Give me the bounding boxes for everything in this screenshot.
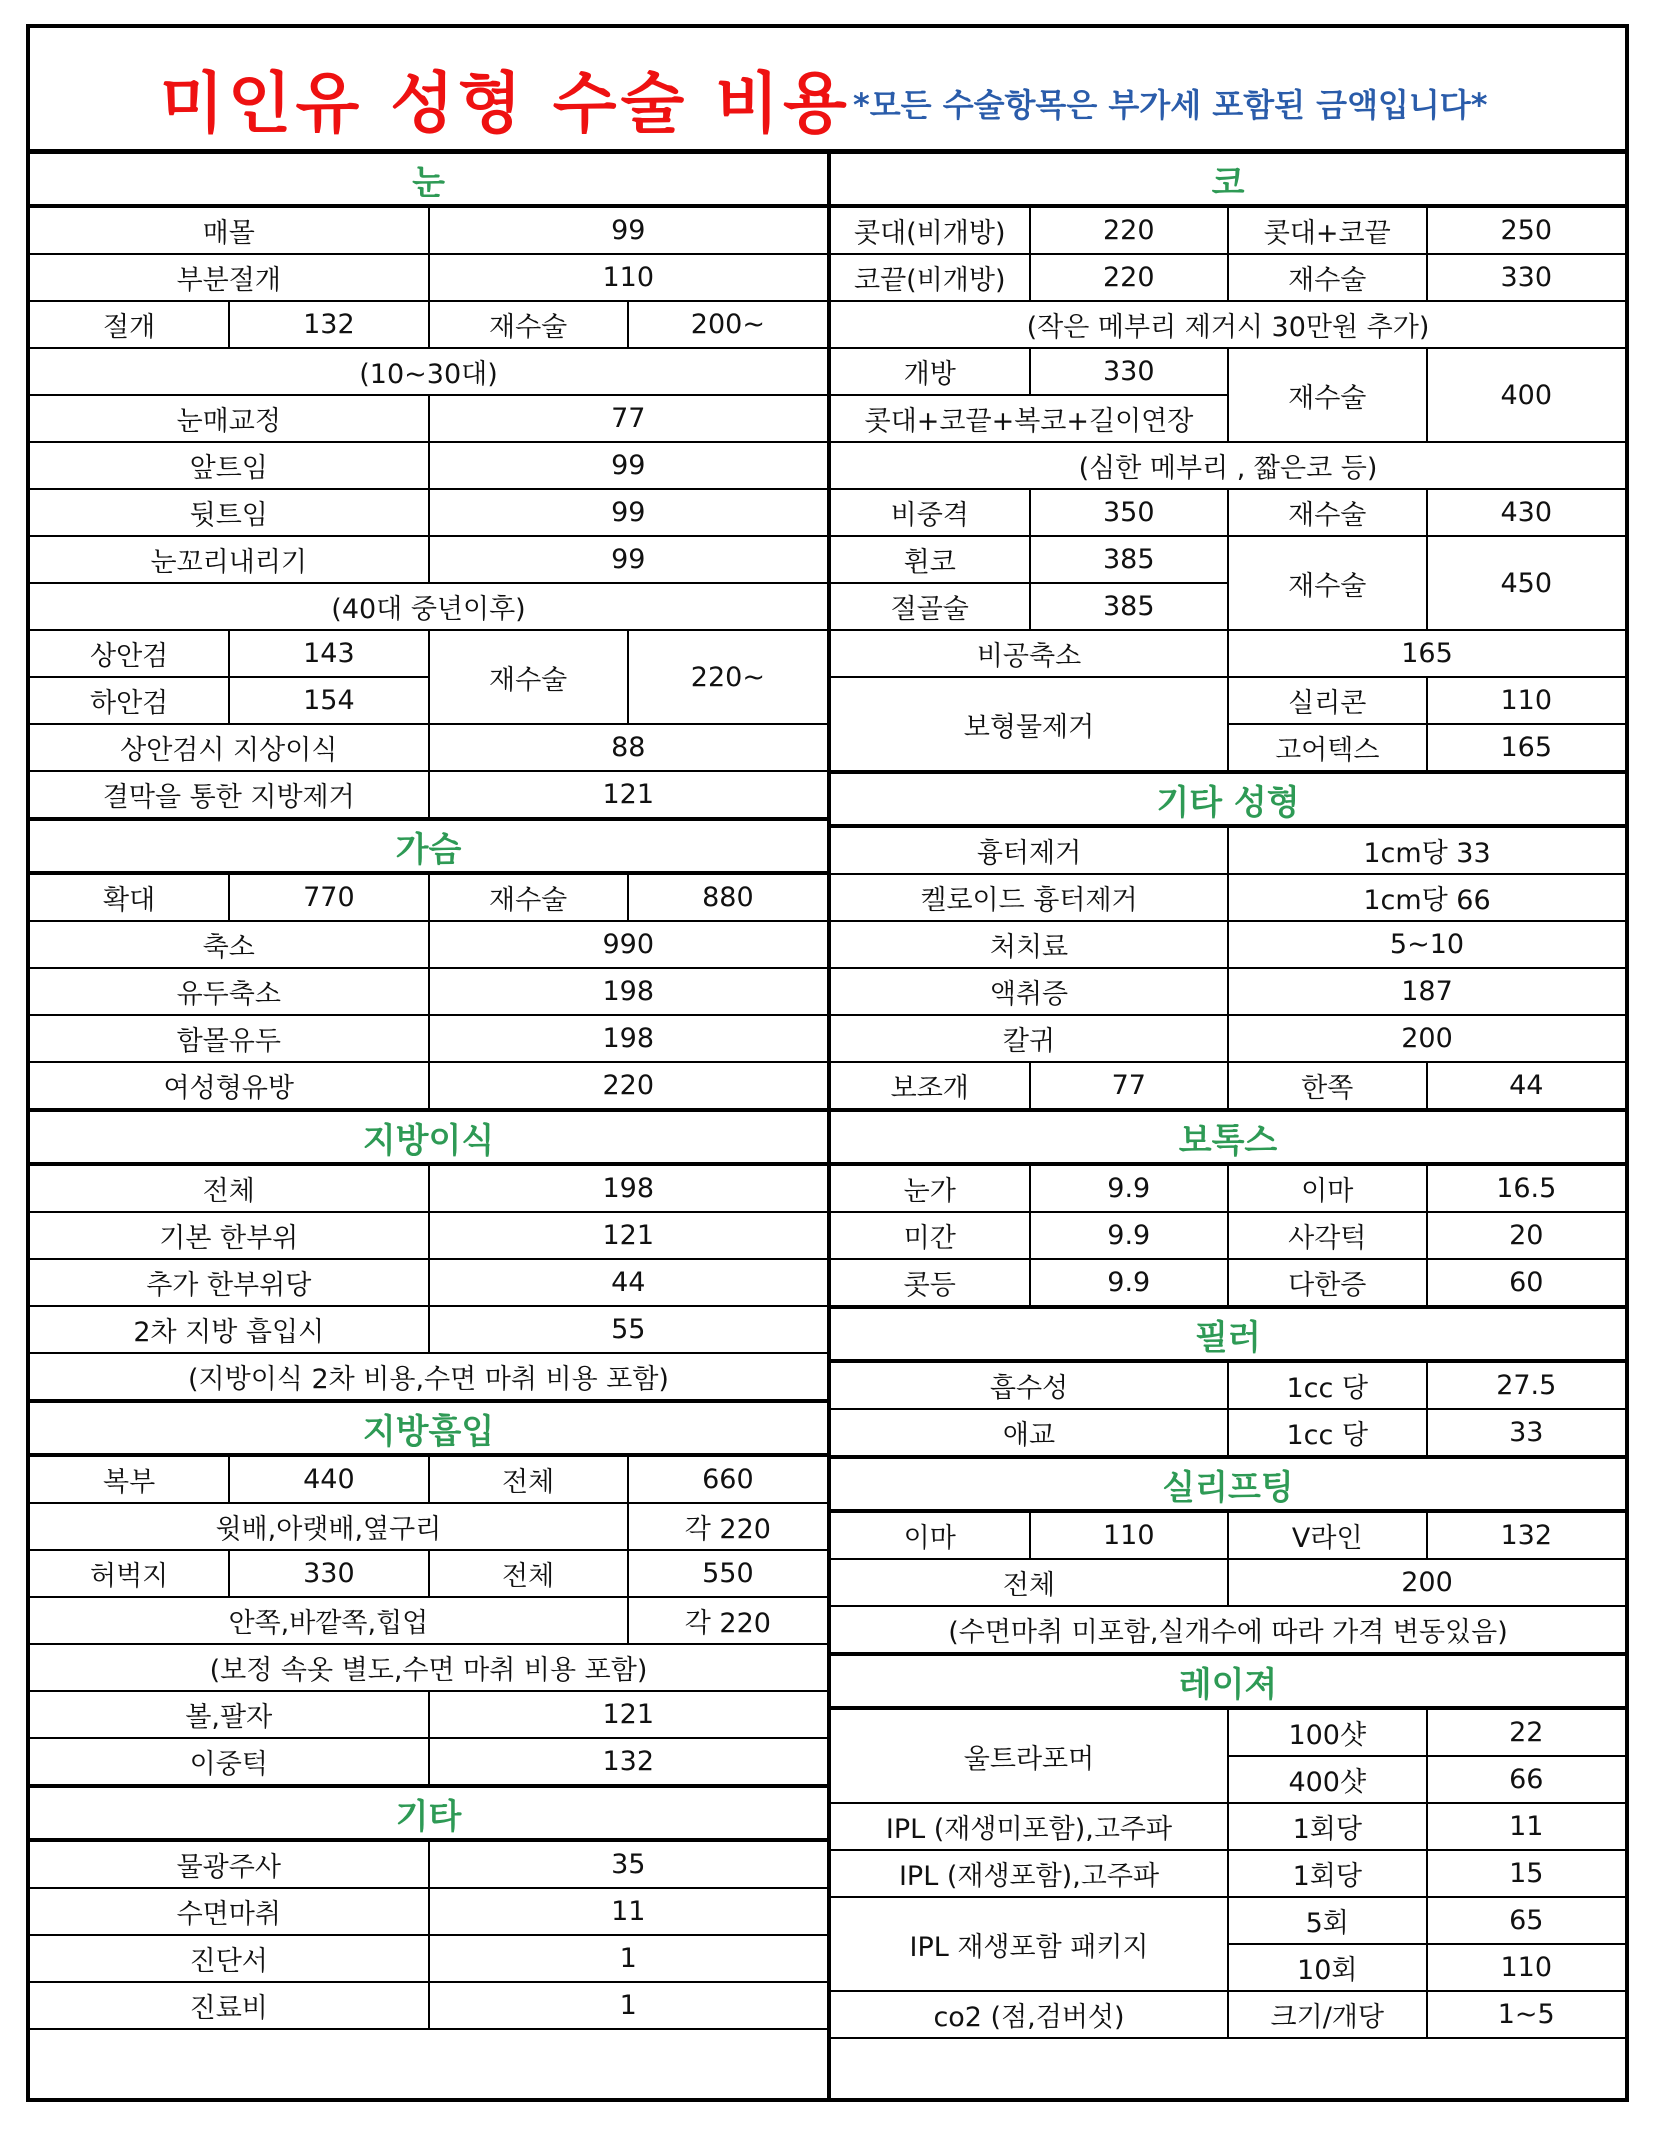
item-label: 여성형유방 [30, 1062, 429, 1110]
item-price: 5~10 [1228, 921, 1625, 968]
item-price: 27.5 [1427, 1361, 1626, 1409]
table-row [831, 301, 1625, 348]
note: (10~30대) [30, 348, 827, 395]
item-label: IPL 재생포함 패키지 [831, 1897, 1228, 1991]
item-price: 132 [229, 301, 428, 348]
table-row [831, 1991, 1625, 2038]
table-row [831, 1559, 1625, 1606]
item-price: 132 [1427, 1511, 1626, 1559]
section-lipo-title: 지방흡입 [30, 1401, 827, 1455]
item-label: 재수술 [429, 873, 628, 921]
item-label: 상안검 [30, 630, 229, 677]
table-row [831, 968, 1625, 1015]
item-label: 수면마취 [30, 1888, 429, 1935]
item-label: 상안검시 지상이식 [30, 724, 429, 771]
item-price: 1cm당 33 [1228, 826, 1625, 874]
item-label: 물광주사 [30, 1840, 429, 1888]
item-label: 액취증 [831, 968, 1228, 1015]
item-price: 9.9 [1030, 1212, 1229, 1259]
item-price: 110 [1427, 677, 1626, 724]
item-label: 전체 [30, 1164, 429, 1212]
item-unit: 크기/개당 [1228, 1991, 1427, 2038]
item-price: 132 [429, 1738, 828, 1786]
item-price: 44 [1427, 1062, 1626, 1110]
table-row [30, 395, 827, 442]
left-price-table [30, 154, 827, 2030]
item-label: 미간 [831, 1212, 1030, 1259]
item-unit: 100샷 [1228, 1708, 1427, 1756]
item-label: 유두축소 [30, 968, 429, 1015]
table-row [831, 1803, 1625, 1850]
table-row [30, 206, 827, 254]
table-row [30, 1888, 827, 1935]
table-row [30, 1597, 827, 1644]
item-price: 198 [429, 1164, 828, 1212]
item-price: 770 [229, 873, 428, 921]
item-price: 77 [1030, 1062, 1229, 1110]
table-row [831, 1212, 1625, 1259]
item-label: 재수술 [1228, 254, 1427, 301]
item-label: 처치료 [831, 921, 1228, 968]
item-label: 매몰 [30, 206, 429, 254]
section-filler-title: 필러 [831, 1307, 1625, 1361]
item-price: 385 [1030, 583, 1229, 630]
table-row [30, 1062, 827, 1110]
item-price: 20 [1427, 1212, 1626, 1259]
item-price: 77 [429, 395, 828, 442]
item-price: 99 [429, 536, 828, 583]
item-price: 198 [429, 1015, 828, 1062]
table-row [30, 1644, 827, 1691]
item-label: 이마 [1228, 1164, 1427, 1212]
item-label: 추가 한부위당 [30, 1259, 429, 1306]
item-label: 볼,팔자 [30, 1691, 429, 1738]
item-label: 재수술 [1228, 536, 1427, 630]
item-price: 200 [1228, 1559, 1625, 1606]
note: (보정 속옷 별도,수면 마취 비용 포함) [30, 1644, 827, 1691]
table-row [831, 1708, 1625, 1756]
item-price: 66 [1427, 1756, 1626, 1803]
table-row [30, 1840, 827, 1888]
table-row [30, 1212, 827, 1259]
table-row [30, 1982, 827, 2029]
item-label: 앞트임 [30, 442, 429, 489]
table-row [30, 536, 827, 583]
table-row [30, 1259, 827, 1306]
item-label: 하안검 [30, 677, 229, 724]
table-row [831, 536, 1625, 583]
note: (심한 메부리 , 짧은코 등) [831, 442, 1625, 489]
left-column [30, 154, 827, 2030]
right-column [831, 154, 1625, 2039]
item-price: 110 [1030, 1511, 1229, 1559]
table-row [831, 1511, 1625, 1559]
item-label: 흡수성 [831, 1361, 1228, 1409]
item-label: 결막을 통한 지방제거 [30, 771, 429, 819]
item-price: 220 [1030, 206, 1229, 254]
table-row [831, 1259, 1625, 1307]
item-price: 88 [429, 724, 828, 771]
table-row [30, 630, 827, 677]
item-label: 콧등 [831, 1259, 1030, 1307]
item-unit: 1회당 [1228, 1850, 1427, 1897]
item-price: 330 [229, 1550, 428, 1597]
item-label: 비공축소 [831, 630, 1228, 677]
item-price: 121 [429, 771, 828, 819]
item-label: 절개 [30, 301, 229, 348]
item-label: 재수술 [429, 630, 628, 724]
table-row [831, 1062, 1625, 1110]
item-price: 880 [628, 873, 827, 921]
section-thread-title: 실리프팅 [831, 1457, 1625, 1511]
table-row [30, 921, 827, 968]
item-price: 187 [1228, 968, 1625, 1015]
section-fatgraft-title: 지방이식 [30, 1110, 827, 1164]
table-row [831, 1164, 1625, 1212]
item-price: 1 [429, 1935, 828, 1982]
item-label: 재수술 [1228, 348, 1427, 442]
item-price: 330 [1427, 254, 1626, 301]
table-row [30, 1691, 827, 1738]
table-row [30, 1503, 827, 1550]
item-price: 35 [429, 1840, 828, 1888]
table-row [30, 1935, 827, 1982]
item-label: co2 (점,검버섯) [831, 1991, 1228, 2038]
note: (작은 메부리 제거시 30만원 추가) [831, 301, 1625, 348]
item-label: 흉터제거 [831, 826, 1228, 874]
table-row [30, 301, 827, 348]
item-price: 60 [1427, 1259, 1626, 1307]
table-row [30, 1738, 827, 1786]
item-price: 330 [1030, 348, 1229, 395]
section-botox-title: 보톡스 [831, 1110, 1625, 1164]
item-label: 재수술 [429, 301, 628, 348]
item-label: 축소 [30, 921, 429, 968]
item-label: 콧대+코끝 [1228, 206, 1427, 254]
item-price: 660 [628, 1455, 827, 1503]
item-label: 함몰유두 [30, 1015, 429, 1062]
item-label: 윗배,아랫배,옆구리 [30, 1503, 628, 1550]
sheet-header [30, 28, 1625, 154]
item-price: 99 [429, 206, 828, 254]
item-label: 보조개 [831, 1062, 1030, 1110]
item-label: 이마 [831, 1511, 1030, 1559]
item-label: 부분절개 [30, 254, 429, 301]
item-label: 눈매교정 [30, 395, 429, 442]
item-label: 전체 [429, 1550, 628, 1597]
item-price: 400 [1427, 348, 1626, 442]
item-unit: 400샷 [1228, 1756, 1427, 1803]
table-row [831, 1409, 1625, 1457]
item-label: 2차 지방 흡입시 [30, 1306, 429, 1353]
item-label: 다한증 [1228, 1259, 1427, 1307]
item-price: 65 [1427, 1897, 1626, 1944]
table-row [30, 1455, 827, 1503]
item-label: 진료비 [30, 1982, 429, 2029]
section-laser-title: 레이져 [831, 1654, 1625, 1708]
item-price: 9.9 [1030, 1259, 1229, 1307]
item-label: 고어텍스 [1228, 724, 1427, 772]
table-row [831, 206, 1625, 254]
item-price: 1~5 [1427, 1991, 1626, 2038]
item-label: 켈로이드 흉터제거 [831, 874, 1228, 921]
table-row [831, 1361, 1625, 1409]
item-label: 기본 한부위 [30, 1212, 429, 1259]
item-label: IPL (재생포함),고주파 [831, 1850, 1228, 1897]
table-row [831, 1606, 1625, 1654]
item-label: IPL (재생미포함),고주파 [831, 1803, 1228, 1850]
price-sheet [26, 24, 1629, 2102]
item-price: 198 [429, 968, 828, 1015]
table-row [30, 583, 827, 630]
item-price: 15 [1427, 1850, 1626, 1897]
item-unit: 10회 [1228, 1944, 1427, 1991]
item-price: 385 [1030, 536, 1229, 583]
table-row [30, 724, 827, 771]
item-price: 16.5 [1427, 1164, 1626, 1212]
note: (40대 중년이후) [30, 583, 827, 630]
item-price: 250 [1427, 206, 1626, 254]
item-label: 절골술 [831, 583, 1030, 630]
item-price: 200~ [628, 301, 827, 348]
item-unit: 1cc 당 [1228, 1361, 1427, 1409]
table-row [30, 1550, 827, 1597]
item-price: 440 [229, 1455, 428, 1503]
item-price: 220 [1030, 254, 1229, 301]
item-price: 165 [1228, 630, 1625, 677]
item-unit: 5회 [1228, 1897, 1427, 1944]
item-price: 220~ [628, 630, 827, 724]
item-label: 콧대(비개방) [831, 206, 1030, 254]
item-label: 휜코 [831, 536, 1030, 583]
item-price: 99 [429, 442, 828, 489]
item-price: 220 [429, 1062, 828, 1110]
item-price: 990 [429, 921, 828, 968]
item-label: 보형물제거 [831, 677, 1228, 772]
item-price: 110 [429, 254, 828, 301]
table-row [831, 254, 1625, 301]
item-price: 550 [628, 1550, 827, 1597]
item-price: 각 220 [628, 1503, 827, 1550]
item-price: 121 [429, 1691, 828, 1738]
item-price: 22 [1427, 1708, 1626, 1756]
page-title: 미인유 성형 수술 비용 [160, 65, 851, 142]
item-price: 9.9 [1030, 1164, 1229, 1212]
vat-notice: *모든 수술항목은 부가세 포함된 금액입니다* [853, 86, 1488, 124]
item-label: 복부 [30, 1455, 229, 1503]
table-row [30, 254, 827, 301]
section-etc-title: 기타 [30, 1786, 827, 1840]
section-eye-title: 눈 [30, 154, 827, 206]
item-price: 350 [1030, 489, 1229, 536]
section-other-title: 기타 성형 [831, 772, 1625, 826]
table-row [831, 677, 1625, 724]
right-price-table [831, 154, 1625, 2039]
item-price: 143 [229, 630, 428, 677]
table-row [30, 771, 827, 819]
table-row [831, 442, 1625, 489]
table-row [30, 348, 827, 395]
section-breast-title: 가슴 [30, 819, 827, 873]
item-price: 99 [429, 489, 828, 536]
table-row [831, 826, 1625, 874]
item-price: 121 [429, 1212, 828, 1259]
table-row [30, 489, 827, 536]
item-price: 200 [1228, 1015, 1625, 1062]
item-price: 11 [429, 1888, 828, 1935]
table-row [30, 442, 827, 489]
item-price: 44 [429, 1259, 828, 1306]
table-row [30, 1164, 827, 1212]
item-price: 165 [1427, 724, 1626, 772]
item-label: 전체 [429, 1455, 628, 1503]
item-label: 전체 [831, 1559, 1228, 1606]
item-label: 실리콘 [1228, 677, 1427, 724]
item-price: 450 [1427, 536, 1626, 630]
item-price: 33 [1427, 1409, 1626, 1457]
table-row [30, 968, 827, 1015]
item-label: 코끝(비개방) [831, 254, 1030, 301]
item-label: 눈꼬리내리기 [30, 536, 429, 583]
item-label: 눈가 [831, 1164, 1030, 1212]
item-label: 재수술 [1228, 489, 1427, 536]
table-row [831, 630, 1625, 677]
item-label: 개방 [831, 348, 1030, 395]
item-label: 울트라포머 [831, 1708, 1228, 1803]
item-label: V라인 [1228, 1511, 1427, 1559]
item-label: 애교 [831, 1409, 1228, 1457]
table-row [831, 1850, 1625, 1897]
item-price: 1cm당 66 [1228, 874, 1625, 921]
table-row [831, 1897, 1625, 1944]
item-label: 콧대+코끝+복코+길이연장 [831, 395, 1228, 442]
item-label: 진단서 [30, 1935, 429, 1982]
item-label: 사각턱 [1228, 1212, 1427, 1259]
table-row [831, 874, 1625, 921]
item-label: 이중턱 [30, 1738, 429, 1786]
item-label: 한쪽 [1228, 1062, 1427, 1110]
item-label: 칼귀 [831, 1015, 1228, 1062]
item-price: 154 [229, 677, 428, 724]
table-row [831, 921, 1625, 968]
item-label: 허벅지 [30, 1550, 229, 1597]
item-label: 비중격 [831, 489, 1030, 536]
item-price: 110 [1427, 1944, 1626, 1991]
table-row [831, 1015, 1625, 1062]
item-price: 1 [429, 1982, 828, 2029]
table-row [30, 1306, 827, 1353]
section-nose-title: 코 [831, 154, 1625, 206]
note: (지방이식 2차 비용,수면 마취 비용 포함) [30, 1353, 827, 1401]
table-row [30, 1015, 827, 1062]
item-price: 55 [429, 1306, 828, 1353]
table-row [831, 489, 1625, 536]
note: (수면마취 미포함,실개수에 따라 가격 변동있음) [831, 1606, 1625, 1654]
table-row [30, 1353, 827, 1401]
table-row [831, 348, 1625, 395]
item-label: 확대 [30, 873, 229, 921]
item-price: 430 [1427, 489, 1626, 536]
item-label: 안쪽,바깥쪽,힙업 [30, 1597, 628, 1644]
table-row [30, 873, 827, 921]
item-unit: 1회당 [1228, 1803, 1427, 1850]
item-price: 11 [1427, 1803, 1626, 1850]
item-label: 뒷트임 [30, 489, 429, 536]
item-unit: 1cc 당 [1228, 1409, 1427, 1457]
item-price: 각 220 [628, 1597, 827, 1644]
